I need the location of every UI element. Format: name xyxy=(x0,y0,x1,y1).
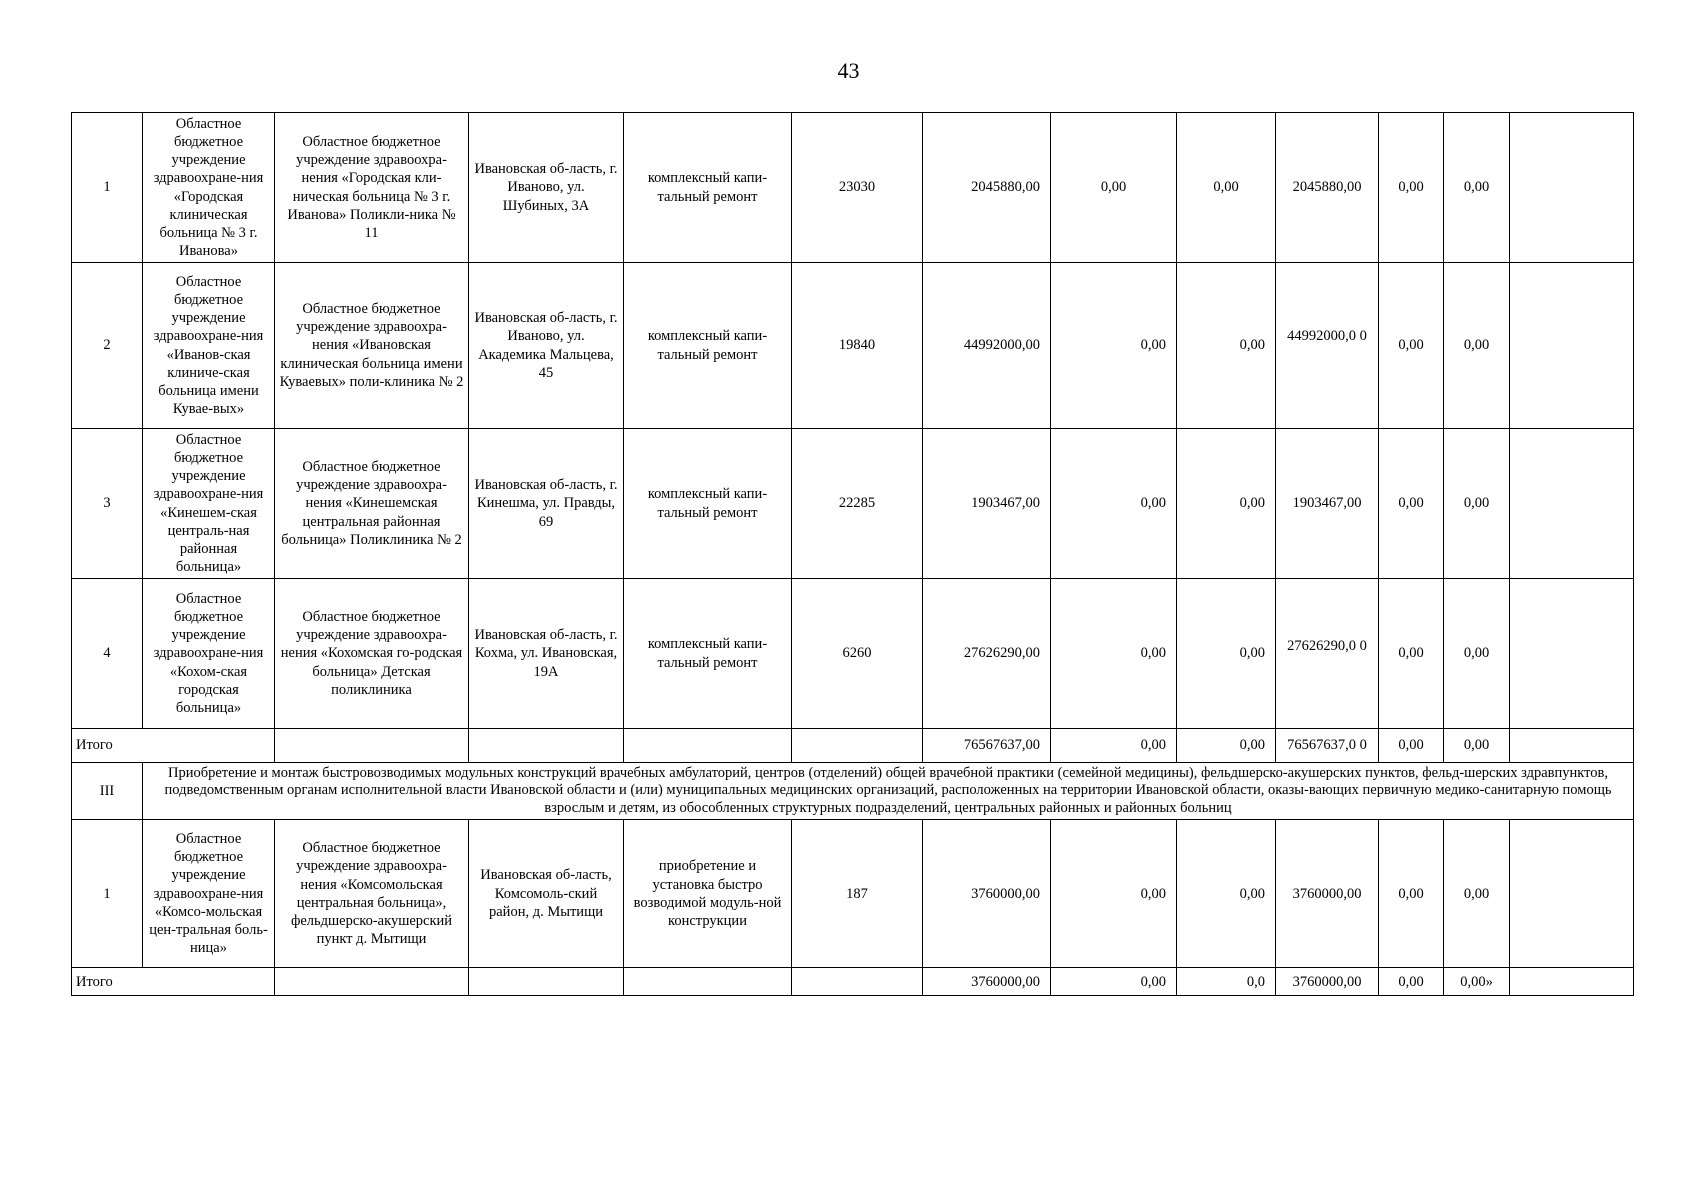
table-row xyxy=(72,429,1634,579)
table-row xyxy=(72,579,1634,729)
area-cell: 19840 xyxy=(792,263,923,429)
value-cell: 0,00 xyxy=(1379,820,1444,968)
value-cell: 0,00 xyxy=(1379,263,1444,429)
work-type-cell: приобретение и установка быстро возводимой модуль-ной конструкции xyxy=(624,820,792,968)
object-cell: Областное бюджетное учреждение здравоохра-нения «Кохомская го-родская больница» Детская поликлиника xyxy=(275,579,469,729)
value-cell: 0,0 xyxy=(1177,968,1276,996)
total-cost-cell: 1903467,00 xyxy=(923,429,1051,579)
section-title: Приобретение и монтаж быстровозводимых модульных конструкций врачебных амбулаторий, центров (отделений) общей врачебной практики (семейной медицины), фельдшерско-акушерских пунктов, фельд-шерских здравпунктов, подведомственным органам исполнительной власти Ивановской области и (или) муниципальных медицинских организаций, расположенных на территории Ивановской области, оказы-вающих первичную медико-санитарную помощь взрослым и детям, из обособленных структурных подразделений, центральных районных и районных больниц xyxy=(143,763,1634,820)
value-cell xyxy=(1510,579,1634,729)
value-cell: 0,00 xyxy=(1379,968,1444,996)
area-cell: 187 xyxy=(792,820,923,968)
total-cost-cell: 2045880,00 xyxy=(923,113,1051,263)
total-row xyxy=(72,729,1634,763)
value-cell: 0,00 xyxy=(1051,820,1177,968)
table-row xyxy=(72,113,1634,263)
value-cell: 0,00 xyxy=(1379,579,1444,729)
total-label: Итого xyxy=(72,729,275,763)
work-type-cell: комплексный капи-тальный ремонт xyxy=(624,579,792,729)
value-cell: 44992000,0 0 xyxy=(1276,263,1379,429)
table-row xyxy=(72,263,1634,429)
organization-cell: Областное бюджетное учреждение здравоохране-ния «Кохом-ская городская больница» xyxy=(143,579,275,729)
value-cell xyxy=(1510,820,1634,968)
value-cell: 0,00 xyxy=(1379,729,1444,763)
organization-cell: Областное бюджетное учреждение здравоохране-ния «Комсо-мольская цен-тральная боль-ница» xyxy=(143,820,275,968)
empty-cell xyxy=(624,968,792,996)
empty-cell xyxy=(275,729,469,763)
value-cell xyxy=(1510,263,1634,429)
value-cell: 2045880,00 xyxy=(1276,113,1379,263)
address-cell: Ивановская об-ласть, г. Кинешма, ул. Правды, 69 xyxy=(469,429,624,579)
address-cell: Ивановская об-ласть, г. Иваново, ул. Академика Мальцева, 45 xyxy=(469,263,624,429)
area-cell: 22285 xyxy=(792,429,923,579)
total-cost-cell: 27626290,00 xyxy=(923,579,1051,729)
value-cell: 0,00 xyxy=(1177,263,1276,429)
object-cell: Областное бюджетное учреждение здравоохра-нения «Комсомольская центральная больница», фельдшерско-акушерский пункт д. Мытищи xyxy=(275,820,469,968)
area-cell: 23030 xyxy=(792,113,923,263)
row-number: 1 xyxy=(72,820,143,968)
empty-cell xyxy=(792,729,923,763)
value-cell: 0,00 xyxy=(1051,113,1177,263)
value-cell: 0,00 xyxy=(1379,429,1444,579)
value-cell: 0,00 xyxy=(1177,113,1276,263)
value-cell: 0,00 xyxy=(1444,579,1510,729)
object-cell: Областное бюджетное учреждение здравоохра-нения «Ивановская клиническая больница имени Куваевых» поли-клиника № 2 xyxy=(275,263,469,429)
total-cost-cell: 3760000,00 xyxy=(923,968,1051,996)
value-cell: 3760000,00 xyxy=(1276,820,1379,968)
total-row xyxy=(72,968,1634,996)
value-cell: 0,00 xyxy=(1444,263,1510,429)
empty-cell xyxy=(469,729,624,763)
table-row xyxy=(72,820,1634,968)
object-cell: Областное бюджетное учреждение здравоохра-нения «Городская кли-ническая больница № 3 г. Иванова» Поликли-ника № 11 xyxy=(275,113,469,263)
work-type-cell: комплексный капи-тальный ремонт xyxy=(624,429,792,579)
organization-cell: Областное бюджетное учреждение здравоохране-ния «Кинешем-ская централь-ная районная больница» xyxy=(143,429,275,579)
organization-cell: Областное бюджетное учреждение здравоохране-ния «Городская клиническая больница № 3 г. Иванова» xyxy=(143,113,275,263)
section-number: III xyxy=(72,763,143,820)
address-cell: Ивановская об-ласть, Комсомоль-ский район, д. Мытищи xyxy=(469,820,624,968)
value-cell: 27626290,0 0 xyxy=(1276,579,1379,729)
value-cell: 0,00 xyxy=(1177,729,1276,763)
value-cell: 0,00 xyxy=(1444,820,1510,968)
row-number: 1 xyxy=(72,113,143,263)
value-cell: 0,00 xyxy=(1177,820,1276,968)
empty-cell xyxy=(792,968,923,996)
value-cell xyxy=(1510,113,1634,263)
organization-cell: Областное бюджетное учреждение здравоохране-ния «Иванов-ская клиниче-ская больница имени Кувае-вых» xyxy=(143,263,275,429)
total-cost-cell: 44992000,00 xyxy=(923,263,1051,429)
object-cell: Областное бюджетное учреждение здравоохра-нения «Кинешемская центральная районная больница» Поликлиника № 2 xyxy=(275,429,469,579)
area-cell: 6260 xyxy=(792,579,923,729)
address-cell: Ивановская об-ласть, г. Иваново, ул. Шубиных, 3А xyxy=(469,113,624,263)
page-number: 43 xyxy=(837,58,860,83)
value-cell: 0,00 xyxy=(1177,579,1276,729)
value-cell: 0,00 xyxy=(1051,263,1177,429)
value-cell: 0,00 xyxy=(1444,729,1510,763)
empty-cell xyxy=(1510,729,1634,763)
value-cell: 0,00 xyxy=(1379,113,1444,263)
value-cell xyxy=(1510,429,1634,579)
row-number: 2 xyxy=(72,263,143,429)
value-cell: 0,00 xyxy=(1051,429,1177,579)
value-cell: 0,00 xyxy=(1051,968,1177,996)
empty-cell xyxy=(469,968,624,996)
value-cell: 1903467,00 xyxy=(1276,429,1379,579)
section-row xyxy=(72,763,1634,820)
value-cell: 0,00 xyxy=(1051,729,1177,763)
address-cell: Ивановская об-ласть, г. Кохма, ул. Ивановская, 19А xyxy=(469,579,624,729)
row-number: 4 xyxy=(72,579,143,729)
work-type-cell: комплексный капи-тальный ремонт xyxy=(624,263,792,429)
value-cell: 0,00» xyxy=(1444,968,1510,996)
work-type-cell: комплексный капи-тальный ремонт xyxy=(624,113,792,263)
total-cost-cell: 76567637,00 xyxy=(923,729,1051,763)
program-table xyxy=(71,112,1634,996)
total-label: Итого xyxy=(72,968,275,996)
value-cell: 76567637,0 0 xyxy=(1276,729,1379,763)
value-cell: 3760000,00 xyxy=(1276,968,1379,996)
value-cell: 0,00 xyxy=(1444,113,1510,263)
empty-cell xyxy=(275,968,469,996)
row-number: 3 xyxy=(72,429,143,579)
value-cell: 0,00 xyxy=(1444,429,1510,579)
value-cell: 0,00 xyxy=(1051,579,1177,729)
value-cell: 0,00 xyxy=(1177,429,1276,579)
empty-cell xyxy=(624,729,792,763)
total-cost-cell: 3760000,00 xyxy=(923,820,1051,968)
empty-cell xyxy=(1510,968,1634,996)
